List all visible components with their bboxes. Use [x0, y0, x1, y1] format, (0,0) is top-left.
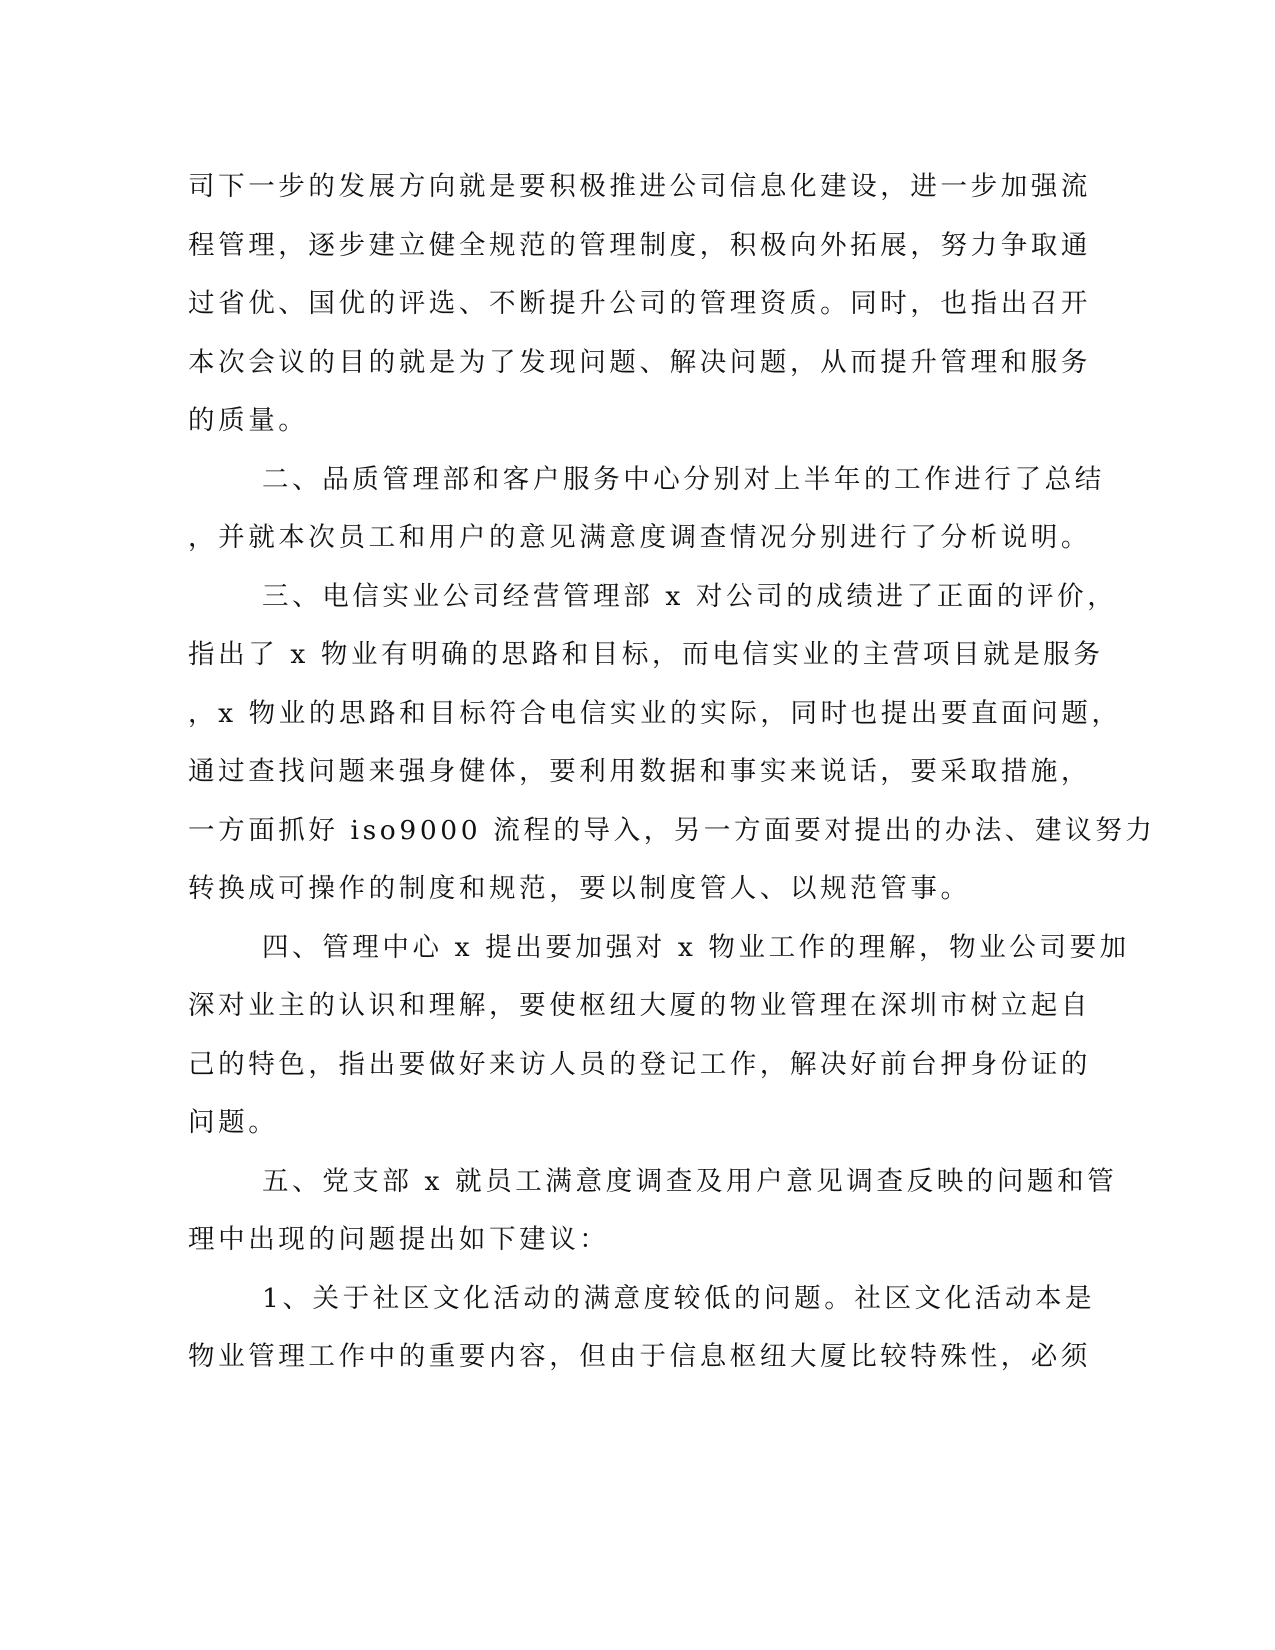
text-line: 通过查找问题来强身健体，要利用数据和事实来说话，要采取措施， [188, 756, 1091, 787]
text-line: 一方面抓好 iso9000 流程的导入，另一方面要对提出的办法、建议努力 [188, 814, 1156, 846]
text-line: 转换成可操作的制度和规范，要以制度管人、以规范管事。 [188, 873, 971, 904]
text-line: 问题。 [188, 1107, 279, 1138]
document-body [188, 158, 1156, 1387]
text-line: 深对业主的认识和理解，要使枢纽大厦的物业管理在深圳市树立起自 [188, 990, 1091, 1021]
text-line: 司下一步的发展方向就是要积极推进公司信息化建设，进一步加强流 [188, 171, 1091, 202]
text-line: ，x 物业的思路和目标符合电信实业的实际，同时也提出要直面问题， [188, 697, 1122, 729]
text-line: 理中出现的问题提出如下建议： [188, 1224, 610, 1255]
text-line: ，并就本次员工和用户的意见满意度调查情况分别进行了分析说明。 [188, 522, 1091, 553]
text-line: 程管理，逐步建立健全规范的管理制度，积极向外拓展，努力争取通 [188, 229, 1091, 261]
text-line: 的质量。 [188, 405, 309, 436]
text-line: 指出了 x 物业有明确的思路和目标，而电信实业的主营项目就是服务 [188, 639, 1104, 670]
paragraph-start-line: 三、电信实业公司经营管理部 x 对公司的成绩进了正面的评价， [262, 580, 1118, 612]
paragraph-start-line: 二、品质管理部和客户服务中心分别对上半年的工作进行了总结 [262, 463, 1105, 495]
paragraph-start-line: 1、关于社区文化活动的满意度较低的问题。社区文化活动本是 [262, 1282, 1096, 1314]
paragraph-start-line: 四、管理中心 x 提出要加强对 x 物业工作的理解，物业公司要加 [262, 931, 1130, 963]
text-line: 本次会议的目的就是为了发现问题、解决问题，从而提升管理和服务 [188, 346, 1091, 378]
text-line: 物业管理工作中的重要内容，但由于信息枢纽大厦比较特殊性，必须 [188, 1341, 1091, 1372]
paragraph-start-line: 五、党支部 x 就员工满意度调查及用户意见调查反映的问题和管 [262, 1165, 1118, 1197]
text-line: 己的特色，指出要做好来访人员的登记工作，解决好前台押身份证的 [188, 1048, 1091, 1080]
text-line: 过省优、国优的评选、不断提升公司的管理资质。同时，也指出召开 [188, 288, 1091, 319]
